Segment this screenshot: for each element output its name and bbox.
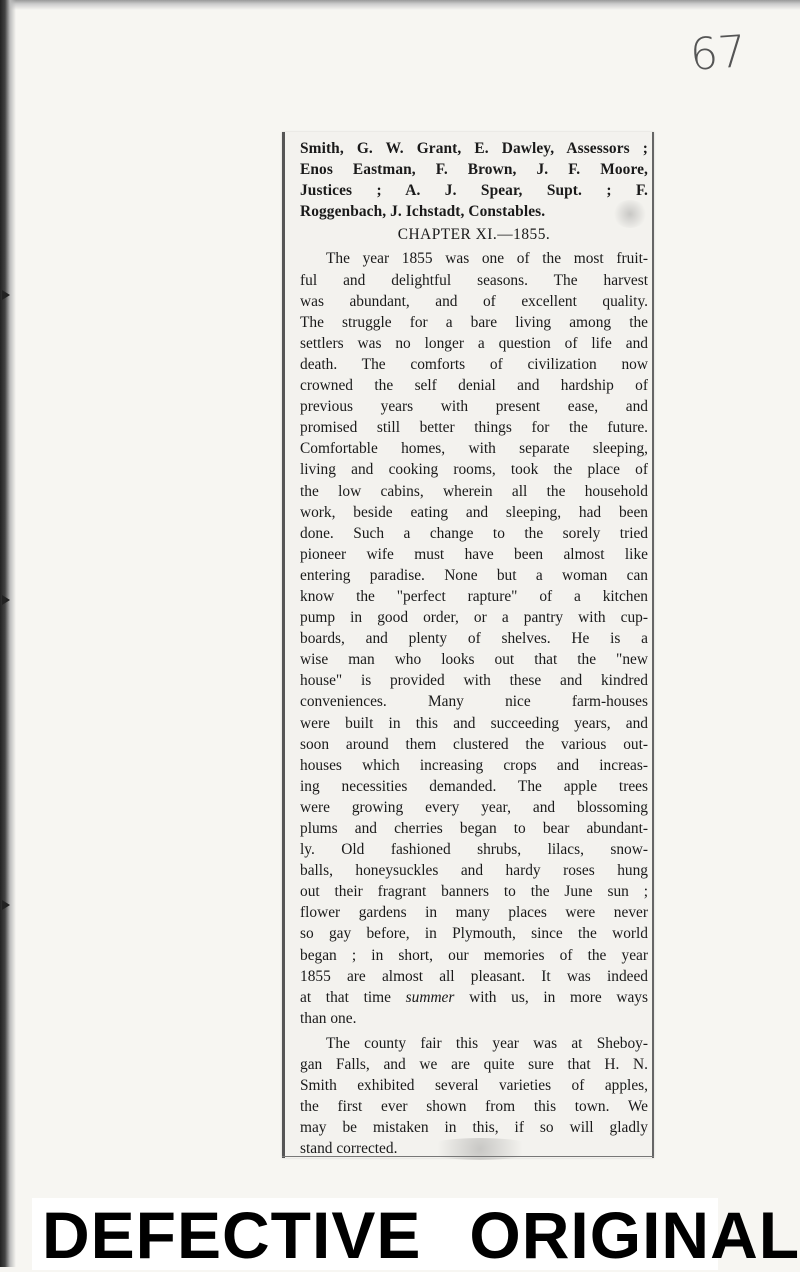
body-line: Comfortable homes, with separate sleeping, — [300, 440, 648, 458]
body-line: entering paradise. None but a woman can — [300, 566, 648, 584]
body-line: ful and delightful seasons. The harvest — [300, 271, 648, 289]
body-line: gan Falls, and we are quite sure that H. N. — [300, 1056, 648, 1074]
body-line: were built in this and succeeding years, and — [300, 714, 648, 732]
body-line: death. The comforts of civilization now — [300, 355, 648, 373]
body-line: boards, and plenty of shelves. He is a — [300, 630, 648, 648]
body-line: stand corrected. — [300, 1140, 398, 1158]
body-line: crowned the self denial and hardship of — [300, 377, 648, 395]
banner-word: ORIGINAL — [469, 1198, 800, 1272]
body-line: ly. Old fashioned shrubs, lilacs, snow- — [300, 841, 648, 859]
body-line: The county fair this year was at Sheboy- — [326, 1034, 648, 1052]
body-text-fragment: with us, in more ways — [454, 988, 648, 1006]
header-line: Justices ; A. J. Spear, Supt. ; F. — [300, 182, 648, 200]
body-line: previous years with present ease, and — [300, 398, 648, 416]
body-line: began ; in short, our memories of the year — [300, 946, 648, 964]
body-line: were growing every year, and blossoming — [300, 798, 648, 816]
body-line: settlers was no longer a question of life and — [300, 334, 648, 352]
scan-left-edge — [0, 0, 16, 1267]
header-line: Enos Eastman, F. Brown, J. F. Moore, — [300, 161, 648, 179]
body-line: living and cooking rooms, took the place of — [300, 461, 648, 479]
italic-word: summer — [405, 988, 455, 1006]
chapter-heading: CHAPTER XI.—1855. — [397, 226, 551, 244]
body-line: out their fragrant banners to the June sun ; — [300, 883, 648, 901]
body-line: soon around them clustered the various out- — [300, 735, 648, 753]
body-line: promised still better things for the future. — [300, 419, 648, 437]
body-line: than one. — [300, 1009, 357, 1027]
header-line: Smith, G. W. Grant, E. Dawley, Assessors ; — [300, 140, 648, 157]
body-line: The year 1855 was one of the most fruit- — [326, 250, 648, 268]
banner-word: DEFECTIVE — [42, 1198, 422, 1272]
body-line: house" is provided with these and kindred — [300, 672, 648, 690]
body-line: wise man who looks out that the "new — [300, 651, 648, 669]
article-column — [300, 138, 648, 1160]
body-line: the low cabins, wherein all the household — [300, 482, 648, 500]
body-line: may be mistaken in this, if so will gladly — [300, 1119, 648, 1137]
body-line: flower gardens in many places were never — [300, 904, 648, 922]
body-line: plums and cherries began to bear abundant- — [300, 820, 648, 837]
defective-original-label — [42, 1198, 800, 1272]
body-line: balls, honeysuckles and hardy roses hung — [300, 862, 648, 880]
body-line: pump in good order, or a pantry with cup- — [300, 609, 648, 627]
body-line: was abundant, and of excellent quality. — [300, 292, 648, 310]
header-line: Roggenbach, J. Ichstadt, Constables. — [300, 203, 546, 221]
body-line: ing necessities demanded. The apple trees — [300, 777, 648, 795]
body-line: done. Such a change to the sorely tried — [300, 524, 648, 542]
clipping-left-rule — [282, 132, 285, 1158]
page-number: 67 — [688, 26, 748, 81]
body-line: so gay before, in Plymouth, since the world — [300, 925, 648, 943]
body-line: The struggle for a bare living among the — [300, 313, 648, 331]
body-line-with-italic — [300, 987, 648, 1008]
body-line: work, beside eating and sleeping, had been — [300, 503, 648, 521]
body-line: houses which increasing crops and increas- — [300, 756, 648, 774]
body-line: know the "perfect rapture" of a kitchen — [300, 587, 648, 605]
body-line: Smith exhibited several varieties of apples, — [300, 1077, 648, 1095]
body-line: conveniences. Many nice farm-houses — [300, 693, 648, 711]
scan-top-edge — [0, 0, 800, 10]
body-line: the first ever shown from this town. We — [300, 1098, 648, 1116]
body-line: 1855 are almost all pleasant. It was indeed — [300, 967, 648, 985]
body-text-fragment: at that time — [300, 988, 406, 1006]
body-line: pioneer wife must have been almost like — [300, 545, 648, 563]
clipping-right-rule — [652, 132, 654, 1158]
